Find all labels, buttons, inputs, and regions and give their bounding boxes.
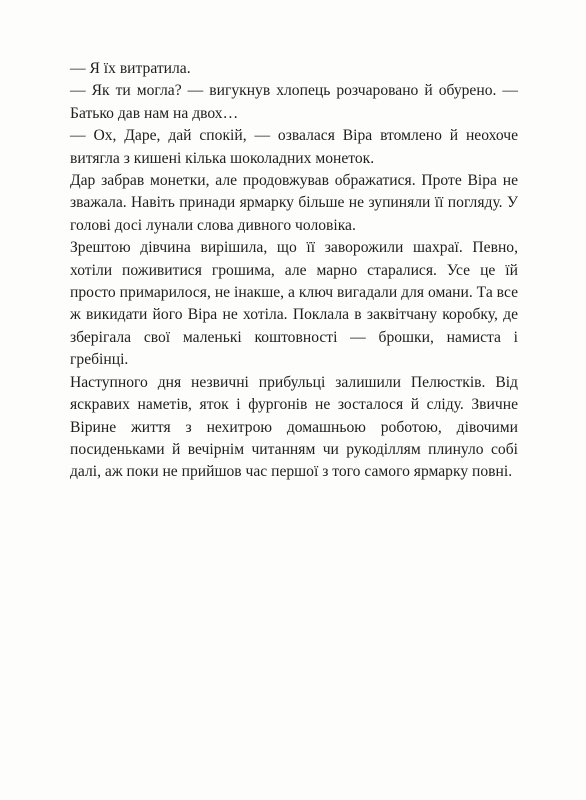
paragraph-3: — Ох, Даре, дай спокій, — озвалася Віра втомлено й неохоче витягла з кишені кілька шоколадних монеток. <box>70 127 518 167</box>
paragraph-5: Зрештою дівчина вирішила, що її заворожили шахраї. Певно, хотіли поживитися грошима, але марно старалися. Усе це їй просто примарилося, не інакше, а ключ вигадали для омани. Та все ж викидати його Віра не хотіла. Поклала в заквітчану коробку, де зберігала свої маленькі коштовності — брошки, намиста і гребінці. <box>70 239 518 369</box>
paragraph-6: Наступного дня незвичні прибульці залишили Пелюстків. Від яскравих наметів, яток і фургонів не зосталося й сліду. Звичне Вірине життя з нехитрою домашньою роботою, дівочими посиденьками й вечірнім читанням чи рукоділлям плинуло собі далі, аж поки не прийшов час першої з того самого ярмарку повні. <box>70 373 518 481</box>
paragraph-1: — Я їх витратила. <box>70 60 191 77</box>
body-text <box>70 58 518 484</box>
paragraph-2: — Як ти могла? — вигукнув хлопець розчаровано й обурено. — Батько дав нам на двох… <box>70 82 518 122</box>
paragraph-4: Дар забрав монетки, але продовжував ображатися. Проте Віра не зважала. Навіть принади ярмарку більше не зупиняли її погляду. У голові досі лунали слова дивного чоловіка. <box>70 172 518 234</box>
